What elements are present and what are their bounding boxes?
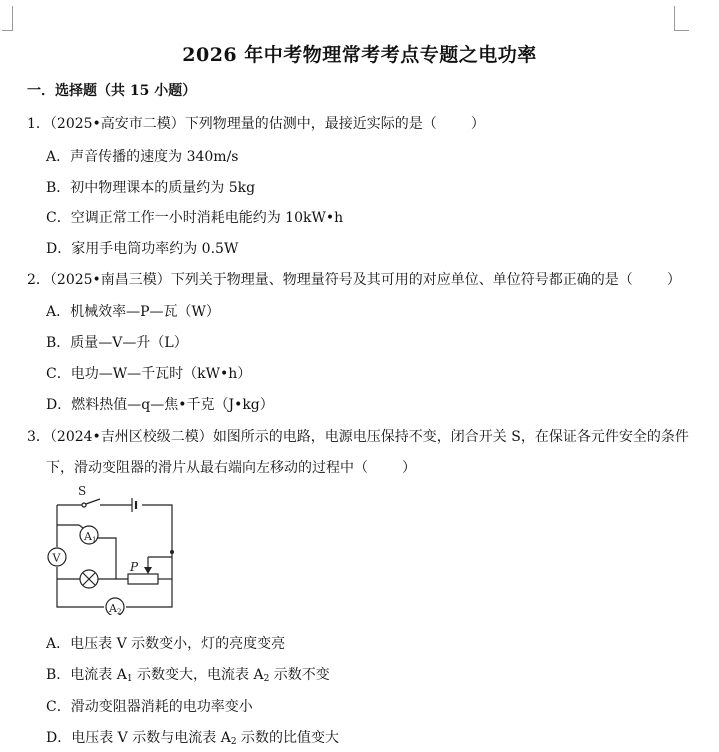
option: A．电压表 V 示数变小，灯的亮度变亮 [46, 636, 286, 652]
section-heading: 一．选择题（共 15 小题） [27, 83, 197, 99]
circuit-wire [79, 525, 83, 528]
switch-label: S [78, 484, 87, 498]
circuit-wire [57, 567, 104, 607]
option: B．初中物理课本的质量约为 5kg [46, 180, 256, 196]
switch-contact [82, 503, 86, 507]
option: C．空调正常工作一小时消耗电能约为 10kW•h [46, 210, 344, 226]
question-source: （2024•吉州区校级二模） [49, 429, 213, 445]
circuit-wire [142, 505, 172, 552]
circuit-wire [98, 538, 116, 579]
question-2: 2．（2025•南昌三模）下列关于物理量、物理量符号及其可用的对应单位、单位符号都正确的是（ ） [27, 272, 681, 288]
question-stem: 如图所示的电路，电源电压保持不变，闭合开关 S，在保证各元件安全的条件 [212, 429, 689, 445]
ammeter-a2-label: A [109, 602, 117, 615]
question-1: 1．（2025•高安市二模）下列物理量的估测中，最接近实际的是（ ） [27, 116, 485, 132]
option: D．燃料热值—q—焦•千克（J•kg） [46, 397, 274, 413]
question-number: 2． [27, 272, 50, 288]
question-3-continuation: 下，滑动变阻器的滑片从最右端向左移动的过程中（ ） [46, 460, 416, 476]
option: D．电压表 V 示数与电流表 $A_2$ 示数的比值变大 [46, 730, 339, 747]
voltmeter-label: V [52, 551, 61, 565]
question-stem: 下列物理量的估测中，最接近实际的是（ [184, 116, 437, 132]
option: B．电流表 $A_1$ 示数变大，电流表 $A_2$ 示数不变 [46, 667, 330, 684]
slider-label: P [130, 560, 139, 574]
slider-arrow [144, 567, 152, 574]
option: C．滑动变阻器消耗的电功率变小 [46, 699, 253, 715]
question-number: 3． [27, 429, 50, 445]
option: B．质量—V—升（L） [46, 335, 188, 351]
question-3 [27, 426, 689, 446]
option: C．电功—W—千瓦时（kW•h） [46, 366, 252, 382]
ammeter-a1-subscript: 1 [91, 536, 97, 544]
question-stem: 下列关于物理量、物理量符号及其可用的对应单位、单位符号都正确的是（ [170, 272, 633, 288]
question-source: （2025•南昌三模） [49, 272, 171, 288]
rheostat [128, 574, 158, 584]
switch-lever [86, 499, 100, 504]
option: D．家用手电筒功率约为 0.5W [46, 241, 239, 257]
page-corner-mark-left [2, 6, 13, 31]
ammeter-a2-subscript: 2 [116, 608, 122, 615]
question-source: （2025•高安市二模） [49, 116, 185, 132]
option: A．机械效率—P—瓦（W） [46, 304, 220, 320]
ammeter-a1-label: A [84, 530, 92, 543]
circuit-diagram [44, 483, 184, 615]
page-corner-mark-right [674, 6, 689, 31]
option: A．声音传播的速度为 340m/s [46, 149, 239, 165]
question-number: 1． [27, 116, 50, 132]
document-title: 2026 年中考物理常考考点专题之电功率 [182, 44, 537, 66]
